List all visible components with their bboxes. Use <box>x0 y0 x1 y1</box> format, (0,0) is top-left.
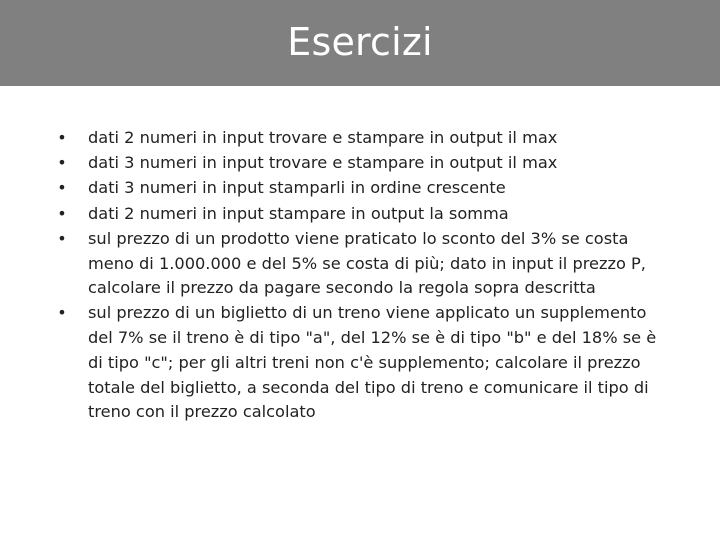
exercise-text: sul prezzo di un biglietto di un treno viene applicato un supplemento del 7% se il treno è di tipo "a", del 12% se è di tipo "b" e del 18% se è di tipo "c"; per gli altri treni non c'è supplemento; calcolare il prezzo totale del biglietto, a seconda del tipo di treno e comunicare il tipo di treno con il prezzo calcolato <box>88 303 657 422</box>
exercise-text: dati 2 numeri in input stampare in output la somma <box>88 203 509 223</box>
exercise-item <box>56 176 666 201</box>
bullet-icon: • <box>57 153 67 173</box>
exercise-item <box>56 227 666 301</box>
bullet-icon: • <box>57 203 67 223</box>
exercise-text: dati 3 numeri in input stamparli in ordine crescente <box>88 178 506 198</box>
exercise-list <box>56 126 666 425</box>
bullet-icon: • <box>57 178 67 198</box>
exercise-item <box>56 151 666 176</box>
slide-title: Esercizi <box>287 20 433 64</box>
exercise-text: sul prezzo di un prodotto viene praticato lo sconto del 3% se costa meno di 1.000.000 e del 5% se costa di più; dato in input il prezzo P, calcolare il prezzo da pagare secondo la regola sopra descritta <box>88 228 646 298</box>
exercise-item <box>56 202 666 227</box>
exercise-text: dati 2 numeri in input trovare e stampare in output il max <box>88 128 558 147</box>
title-bar <box>0 0 720 86</box>
bullet-icon: • <box>57 303 67 323</box>
bullet-icon: • <box>57 128 67 147</box>
bullet-icon: • <box>57 228 67 248</box>
exercise-item <box>56 126 666 151</box>
exercise-text: dati 3 numeri in input trovare e stampare in output il max <box>88 153 558 173</box>
exercise-item <box>56 301 666 425</box>
